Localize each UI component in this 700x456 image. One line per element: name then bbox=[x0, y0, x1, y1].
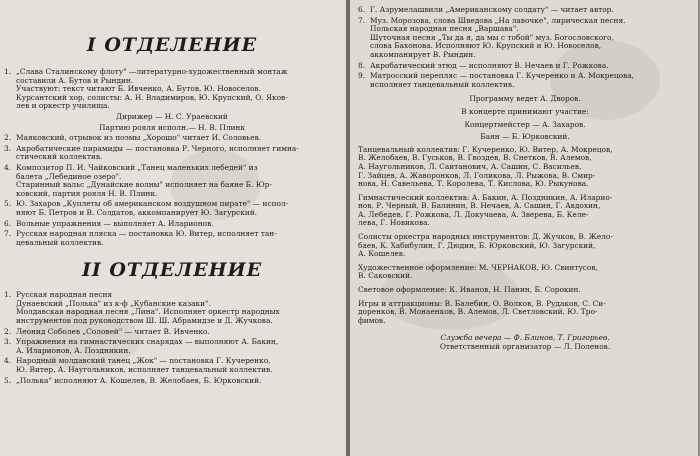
item-number: 8. bbox=[358, 60, 366, 70]
credit-line: доренков, В. Монаенков, В. Алемов, Л. Светловский, Ю. Тро- bbox=[358, 308, 598, 317]
left-page bbox=[0, 0, 346, 456]
item-text-line: Маяковский, отрывок из поэмы „Хорошо" читает И. Соловьев. bbox=[16, 134, 262, 143]
program-item bbox=[4, 200, 340, 217]
item-number: 3. bbox=[4, 143, 12, 153]
accompanist: Концертмейстер — А. Захаров. bbox=[464, 120, 586, 129]
program-item bbox=[4, 220, 340, 229]
item-text-line: составили А. Бутов и Рындин. bbox=[16, 76, 134, 85]
item-text-line: Старинный вальс „Дунайские волны" исполняет на баяне Б. Юр- bbox=[16, 181, 272, 190]
credit-line: В. Желобаев, В. Гуськов, В. Гвоздев, В. Снетков, В. Алемов, bbox=[358, 154, 592, 163]
credit-line: фимов. bbox=[358, 316, 386, 325]
credit-line: Солисты оркестра народных инструментов: Д. Жучков, В. Жело- bbox=[358, 233, 613, 242]
item-text-line: Курсантский хор, солисты: А. Н. Владимиров, Ю. Крупский, О. Яков- bbox=[16, 93, 288, 102]
item-number: 7. bbox=[358, 15, 366, 25]
credit-block bbox=[358, 194, 692, 228]
credit-line: лева, Г. Новикова. bbox=[358, 219, 430, 228]
item-text-line: Русская народная пляска — постановка Ю. Витер, исполняет тан- bbox=[16, 230, 277, 239]
program-item bbox=[358, 62, 692, 71]
credit-block bbox=[358, 233, 692, 259]
item-text-line: Русская народная песня bbox=[16, 291, 113, 300]
credit-block bbox=[358, 264, 692, 281]
item-text-line: цевальный коллектив. bbox=[16, 238, 104, 247]
item-text-line: Г. Азрумелашвили „Американскому солдату" — читает автор. bbox=[370, 6, 614, 14]
credits-list bbox=[358, 146, 692, 326]
item-text-line: няют Б. Петров и В. Солдатов, аккомпанирует Ю. Загурский. bbox=[16, 208, 258, 217]
item-text-line: исполняет танцевальный коллектив. bbox=[370, 80, 515, 89]
item-text-line: А. Иларионов, А. Поздникин. bbox=[16, 346, 131, 355]
credit-line: Игры и аттракционы: В. Балебин, О. Волков, В. Рудаков, С. Си- bbox=[358, 299, 606, 308]
item-text-line: Вольные упражнения — выполняет А. Иларионов. bbox=[16, 219, 214, 228]
responsible-organizer: Ответственный организатор — Л. Поленов. bbox=[439, 343, 611, 351]
credit-line: В. Саковский. bbox=[358, 272, 413, 281]
program-item bbox=[4, 377, 340, 386]
item-text-line: Акробатический этюд — исполняют В. Нечаев и Г. Рожкова. bbox=[370, 61, 609, 70]
second-section-list bbox=[4, 291, 340, 385]
credit-line: Художественное оформление: М. ЧЕРНАКОВ, Ю. Свинтусов, bbox=[358, 263, 598, 272]
credit-block bbox=[358, 300, 692, 326]
credit-line: Г. Зайцев, А. Жаворонков, Л. Голикова, Л. Рыжова, В. Смир- bbox=[358, 171, 596, 180]
item-number: 3. bbox=[4, 337, 12, 347]
bayan-player: Баян — Б. Юрковский. bbox=[480, 133, 570, 142]
second-section-list-continued bbox=[358, 6, 692, 89]
item-number: 5. bbox=[4, 375, 12, 385]
item-number: 4. bbox=[4, 356, 12, 366]
item-text-line: Леонид Соболев „Соловей" — читает В. Ивченко. bbox=[16, 327, 210, 336]
first-section-list bbox=[4, 68, 340, 247]
item-text-line: балета „Лебединое озеро". bbox=[16, 172, 122, 181]
credit-line: А. Наугольников, Л. Саитанович, А. Сашин, С. Васильев, bbox=[358, 162, 582, 171]
credit-line: баев, К. Хабибулин, Г. Дюдин, Б. Юрковский, Ю. Загурский, bbox=[358, 241, 596, 250]
item-text-line: Матросский перепляс — постановка Г. Кучеренко и А. Мокрецова, bbox=[370, 72, 634, 81]
program-item bbox=[4, 68, 340, 111]
item-text-line: слова Бахонова. Исполняют Ю. Крупский и Ю. Новоселов, bbox=[370, 42, 602, 51]
item-number: 7. bbox=[4, 229, 12, 239]
item-text-line: Дирижер — Н. С. Ураевский bbox=[116, 112, 228, 121]
item-number: 9. bbox=[358, 71, 366, 81]
credit-line: нова, Н. Савельева, Т. Королева, Т. Кислова, Ю. Рыкунова. bbox=[358, 180, 589, 189]
program-item bbox=[4, 291, 340, 325]
section-title-first: I ОТДЕЛЕНИЕ bbox=[86, 34, 258, 56]
item-text-line: инструментов под руководством Ш. Ш. Абрамидзе и Д. Жучкова. bbox=[16, 317, 273, 326]
credit-line: А. Лебедев, Г. Рожкова, Л. Докучаева, А. Зверева, Б. Келе- bbox=[358, 210, 589, 219]
item-text-line: Молдавская народная песня „Лина". Исполняет оркестр народных bbox=[16, 308, 280, 317]
item-text-line: Партию рояля исполн.— Н. В. Плинк bbox=[99, 123, 245, 132]
program-item bbox=[358, 17, 692, 60]
program-item bbox=[4, 230, 340, 247]
item-text-line: Дунаевский „Полька" из к-ф „Кубанские казаки". bbox=[16, 299, 211, 308]
item-number: 6. bbox=[4, 218, 12, 228]
credit-block bbox=[358, 286, 692, 295]
program-item bbox=[4, 164, 340, 198]
item-number: 4. bbox=[4, 162, 12, 172]
left-page-content bbox=[4, 4, 340, 387]
evening-service: Служба вечера — Ф. Блинов, Т. Григорьев. bbox=[440, 334, 610, 343]
program-item bbox=[4, 328, 340, 337]
item-text-line: стический коллектив. bbox=[16, 153, 103, 162]
program-item bbox=[4, 357, 340, 374]
item-text-line: аккомпанирует В. Рындин. bbox=[370, 50, 476, 59]
credit-line: Световое оформление: К. Иванов, Н. Панин, Б. Сорокин. bbox=[358, 286, 581, 295]
program-item bbox=[4, 338, 340, 355]
item-text-line: „Полька" исполняют А. Кошелев, В. Желобаев, Б. Юрковский. bbox=[16, 376, 262, 385]
credit-line: А. Кошелев. bbox=[358, 250, 406, 259]
item-text-line: Упражнения на гимнастических снарядах — выполняют А. Бакин, bbox=[16, 338, 279, 347]
item-text-line: Шуточная песня „Ты да я, да мы с тобой" муз. Богословского, bbox=[370, 33, 614, 42]
right-page bbox=[350, 0, 698, 456]
item-number: 2. bbox=[4, 326, 12, 336]
item-text-line: Композитор П. И. Чайковский „Танец маленьких лебедей" из bbox=[16, 163, 258, 172]
program-item bbox=[358, 6, 692, 15]
item-number: 5. bbox=[4, 199, 12, 209]
item-text-line: Участвуют: текст читают Б. Ивченко, А. Бутов, Ю. Новоселов. bbox=[16, 85, 261, 94]
item-text-line: Народный молдавский танец „Жок" — постановка Г. Кучеренко, bbox=[16, 357, 271, 366]
program-item bbox=[4, 124, 340, 133]
item-text-line: Ю. Витер, А. Наугольников, исполняет танцевальный коллектив. bbox=[16, 366, 273, 375]
credit-line: нов, Р. Черный, В. Балинин, В. Нечаев, А. Сашин, Г. Авдохин, bbox=[358, 202, 601, 211]
item-text-line: Польская народная песня „Варшава". bbox=[370, 25, 519, 34]
item-text-line: „Слава Сталинскому флоту" —литературно-художественный монтаж bbox=[16, 68, 288, 76]
credit-block bbox=[358, 146, 692, 189]
item-text-line: лев и оркестр училища. bbox=[16, 102, 110, 111]
program-item bbox=[4, 145, 340, 162]
program-host: Программу ведет А. Дворов. bbox=[469, 95, 581, 104]
item-number: 6. bbox=[358, 5, 366, 14]
credit-line: Танцевальный коллектив: Г. Кучеренко, Ю. Витер, А. Мокрецов, bbox=[358, 145, 613, 154]
item-text-line: Муз. Морозова, слова Шведова „На лавочке", лирическая песня. bbox=[370, 16, 626, 25]
participants-heading: В концерте принимают участие: bbox=[461, 107, 589, 116]
item-text-line: ковский, партия рояля Н. В. Плинк. bbox=[16, 189, 158, 198]
item-number: 1. bbox=[4, 67, 12, 76]
credit-line: Гимнастический коллектив: А. Бакин, А. Поздникин, А. Иларио- bbox=[358, 193, 613, 202]
program-item bbox=[358, 72, 692, 89]
item-number: 2. bbox=[4, 133, 12, 143]
item-text-line: Акробатические пирамиды — постановка Р. Черного, исполняет гимна- bbox=[16, 144, 299, 153]
section-title-second: II ОТДЕЛЕНИЕ bbox=[81, 259, 263, 282]
program-item bbox=[4, 113, 340, 122]
program-item bbox=[4, 134, 340, 143]
item-text-line: Ю. Захаров „Куплеты об американском воздушном пирате" — испол- bbox=[16, 200, 289, 209]
right-page-content bbox=[358, 6, 692, 352]
item-number: 1. bbox=[4, 290, 12, 300]
